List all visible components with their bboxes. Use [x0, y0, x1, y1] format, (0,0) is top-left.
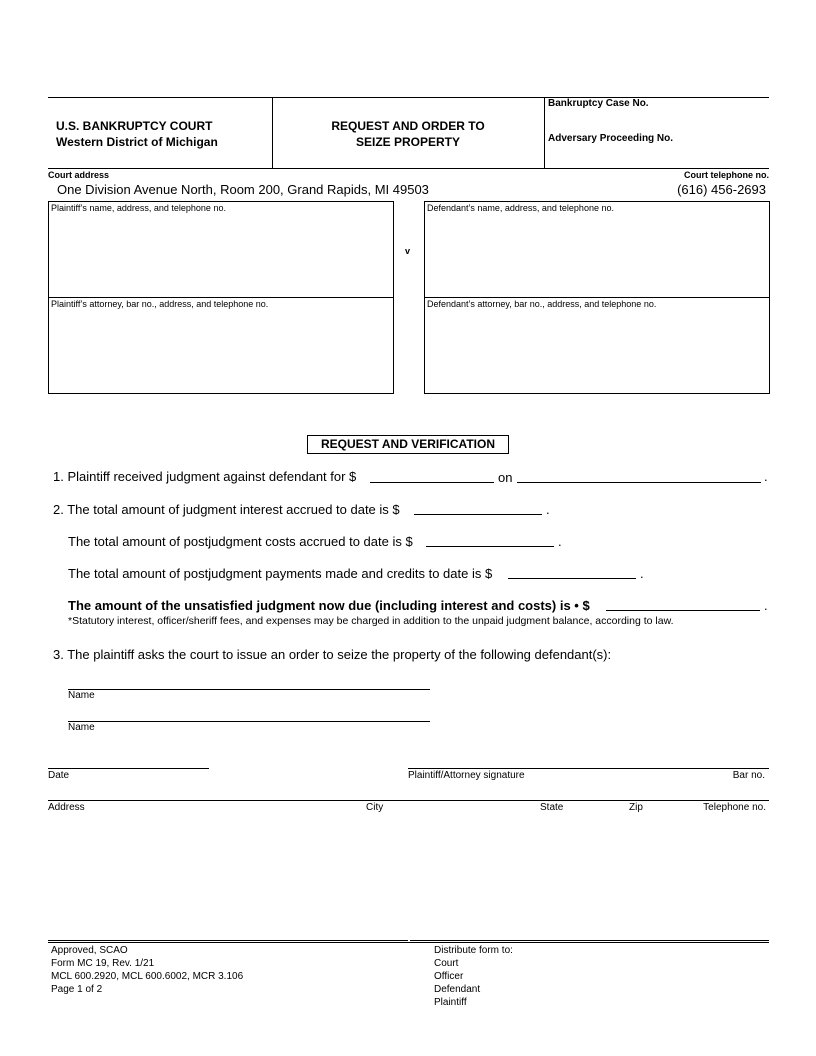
unsatisfied-amount-field[interactable] — [606, 610, 760, 611]
interest-amount-field[interactable] — [414, 514, 542, 515]
form-title-line2: SEIZE PROPERTY — [355, 135, 461, 149]
footer-approved: Approved, SCAO — [51, 945, 128, 956]
state-label: State — [540, 802, 564, 813]
footnote: *Statutory interest, officer/sheriff fees, and expenses may be charged in addition to the unpaid judgment balance, according to law. — [68, 615, 674, 627]
distribute-label: Distribute form to: — [434, 945, 513, 956]
plaintiff-attorney-label: Plaintiff’s attorney, bar no., address, and telephone no. — [51, 299, 269, 309]
distribute-plaintiff: Plaintiff — [434, 997, 467, 1008]
bar-no-label: Bar no. — [732, 770, 765, 781]
item1-on: on — [498, 470, 513, 485]
defendant-attorney-label: Defendant’s attorney, bar no., address, and telephone no. — [427, 299, 657, 309]
plaintiff-label: Plaintiff’s name, address, and telephone no. — [51, 203, 226, 213]
distribute-court: Court — [434, 958, 459, 969]
zip-label: Zip — [629, 802, 643, 813]
footer-statutes: MCL 600.2920, MCL 600.6002, MCR 3.106 — [51, 971, 244, 982]
court-address-value: One Division Avenue North, Room 200, Grand Rapids, MI 49503 — [57, 182, 429, 197]
adversary-label: Adversary Proceeding No. — [548, 133, 674, 144]
item1-period: . — [764, 469, 768, 484]
header-divider-2 — [544, 97, 545, 168]
section-title: REQUEST AND VERIFICATION — [307, 435, 509, 454]
item3-text: 3. The plaintiff asks the court to issue an order to seize the property of the following defendant(s): — [53, 647, 612, 662]
defendant-label: Defendant’s name, address, and telephone no. — [427, 203, 614, 213]
form-title-line1: REQUEST AND ORDER TO — [331, 119, 485, 133]
item2-text: 2. The total amount of judgment interest accrued to date is $ — [53, 502, 400, 517]
footer-left — [51, 944, 243, 996]
address-field[interactable] — [48, 800, 769, 801]
payments-period: . — [640, 566, 644, 581]
footer-page: Page 1 of 2 — [51, 984, 103, 995]
court-address-label: Court address — [48, 170, 110, 180]
item1-text: 1. Plaintiff received judgment against defendant for $ — [53, 469, 357, 484]
header-top-rule — [48, 97, 769, 98]
plaintiff-box-divider — [48, 297, 394, 298]
defendant-box-divider — [424, 297, 770, 298]
court-name: U.S. BANKRUPTCY COURT — [56, 119, 213, 133]
signature-label: Plaintiff/Attorney signature — [408, 770, 525, 781]
unsatisfied-period: . — [764, 598, 768, 613]
costs-period: . — [558, 534, 562, 549]
address-label: Address — [48, 802, 85, 813]
header-bottom-rule — [48, 168, 769, 169]
payments-amount-field[interactable] — [508, 578, 636, 579]
signature-field[interactable] — [408, 768, 769, 769]
date-label: Date — [48, 770, 70, 781]
versus-mark: v — [405, 246, 411, 256]
defendant-name-field-2[interactable] — [68, 721, 430, 722]
costs-amount-field[interactable] — [426, 546, 554, 547]
footer-right — [434, 944, 513, 1009]
court-phone-value: (616) 456-2693 — [677, 182, 766, 197]
payments-text: The total amount of postjudgment payments made and credits to date is $ — [68, 566, 493, 581]
item2-period: . — [546, 502, 550, 517]
case-no-label: Bankruptcy Case No. — [548, 98, 649, 109]
footer-rule-gap — [408, 938, 410, 942]
city-label: City — [366, 802, 384, 813]
telephone-label: Telephone no. — [703, 802, 766, 813]
unsatisfied-text: The amount of the unsatisfied judgment now due (including interest and costs) is • $ — [68, 598, 590, 613]
distribute-defendant: Defendant — [434, 984, 481, 995]
footer-form-no: Form MC 19, Rev. 1/21 — [51, 958, 155, 969]
name-label-2: Name — [68, 722, 95, 733]
defendant-name-field-1[interactable] — [68, 689, 430, 690]
judgment-date-field[interactable] — [517, 482, 761, 483]
name-label-1: Name — [68, 690, 95, 701]
date-field[interactable] — [48, 768, 209, 769]
judgment-amount-field[interactable] — [370, 482, 494, 483]
court-phone-label: Court telephone no. — [684, 170, 769, 180]
court-district: Western District of Michigan — [56, 135, 218, 149]
costs-text: The total amount of postjudgment costs accrued to date is $ — [68, 534, 413, 549]
distribute-officer: Officer — [434, 971, 464, 982]
